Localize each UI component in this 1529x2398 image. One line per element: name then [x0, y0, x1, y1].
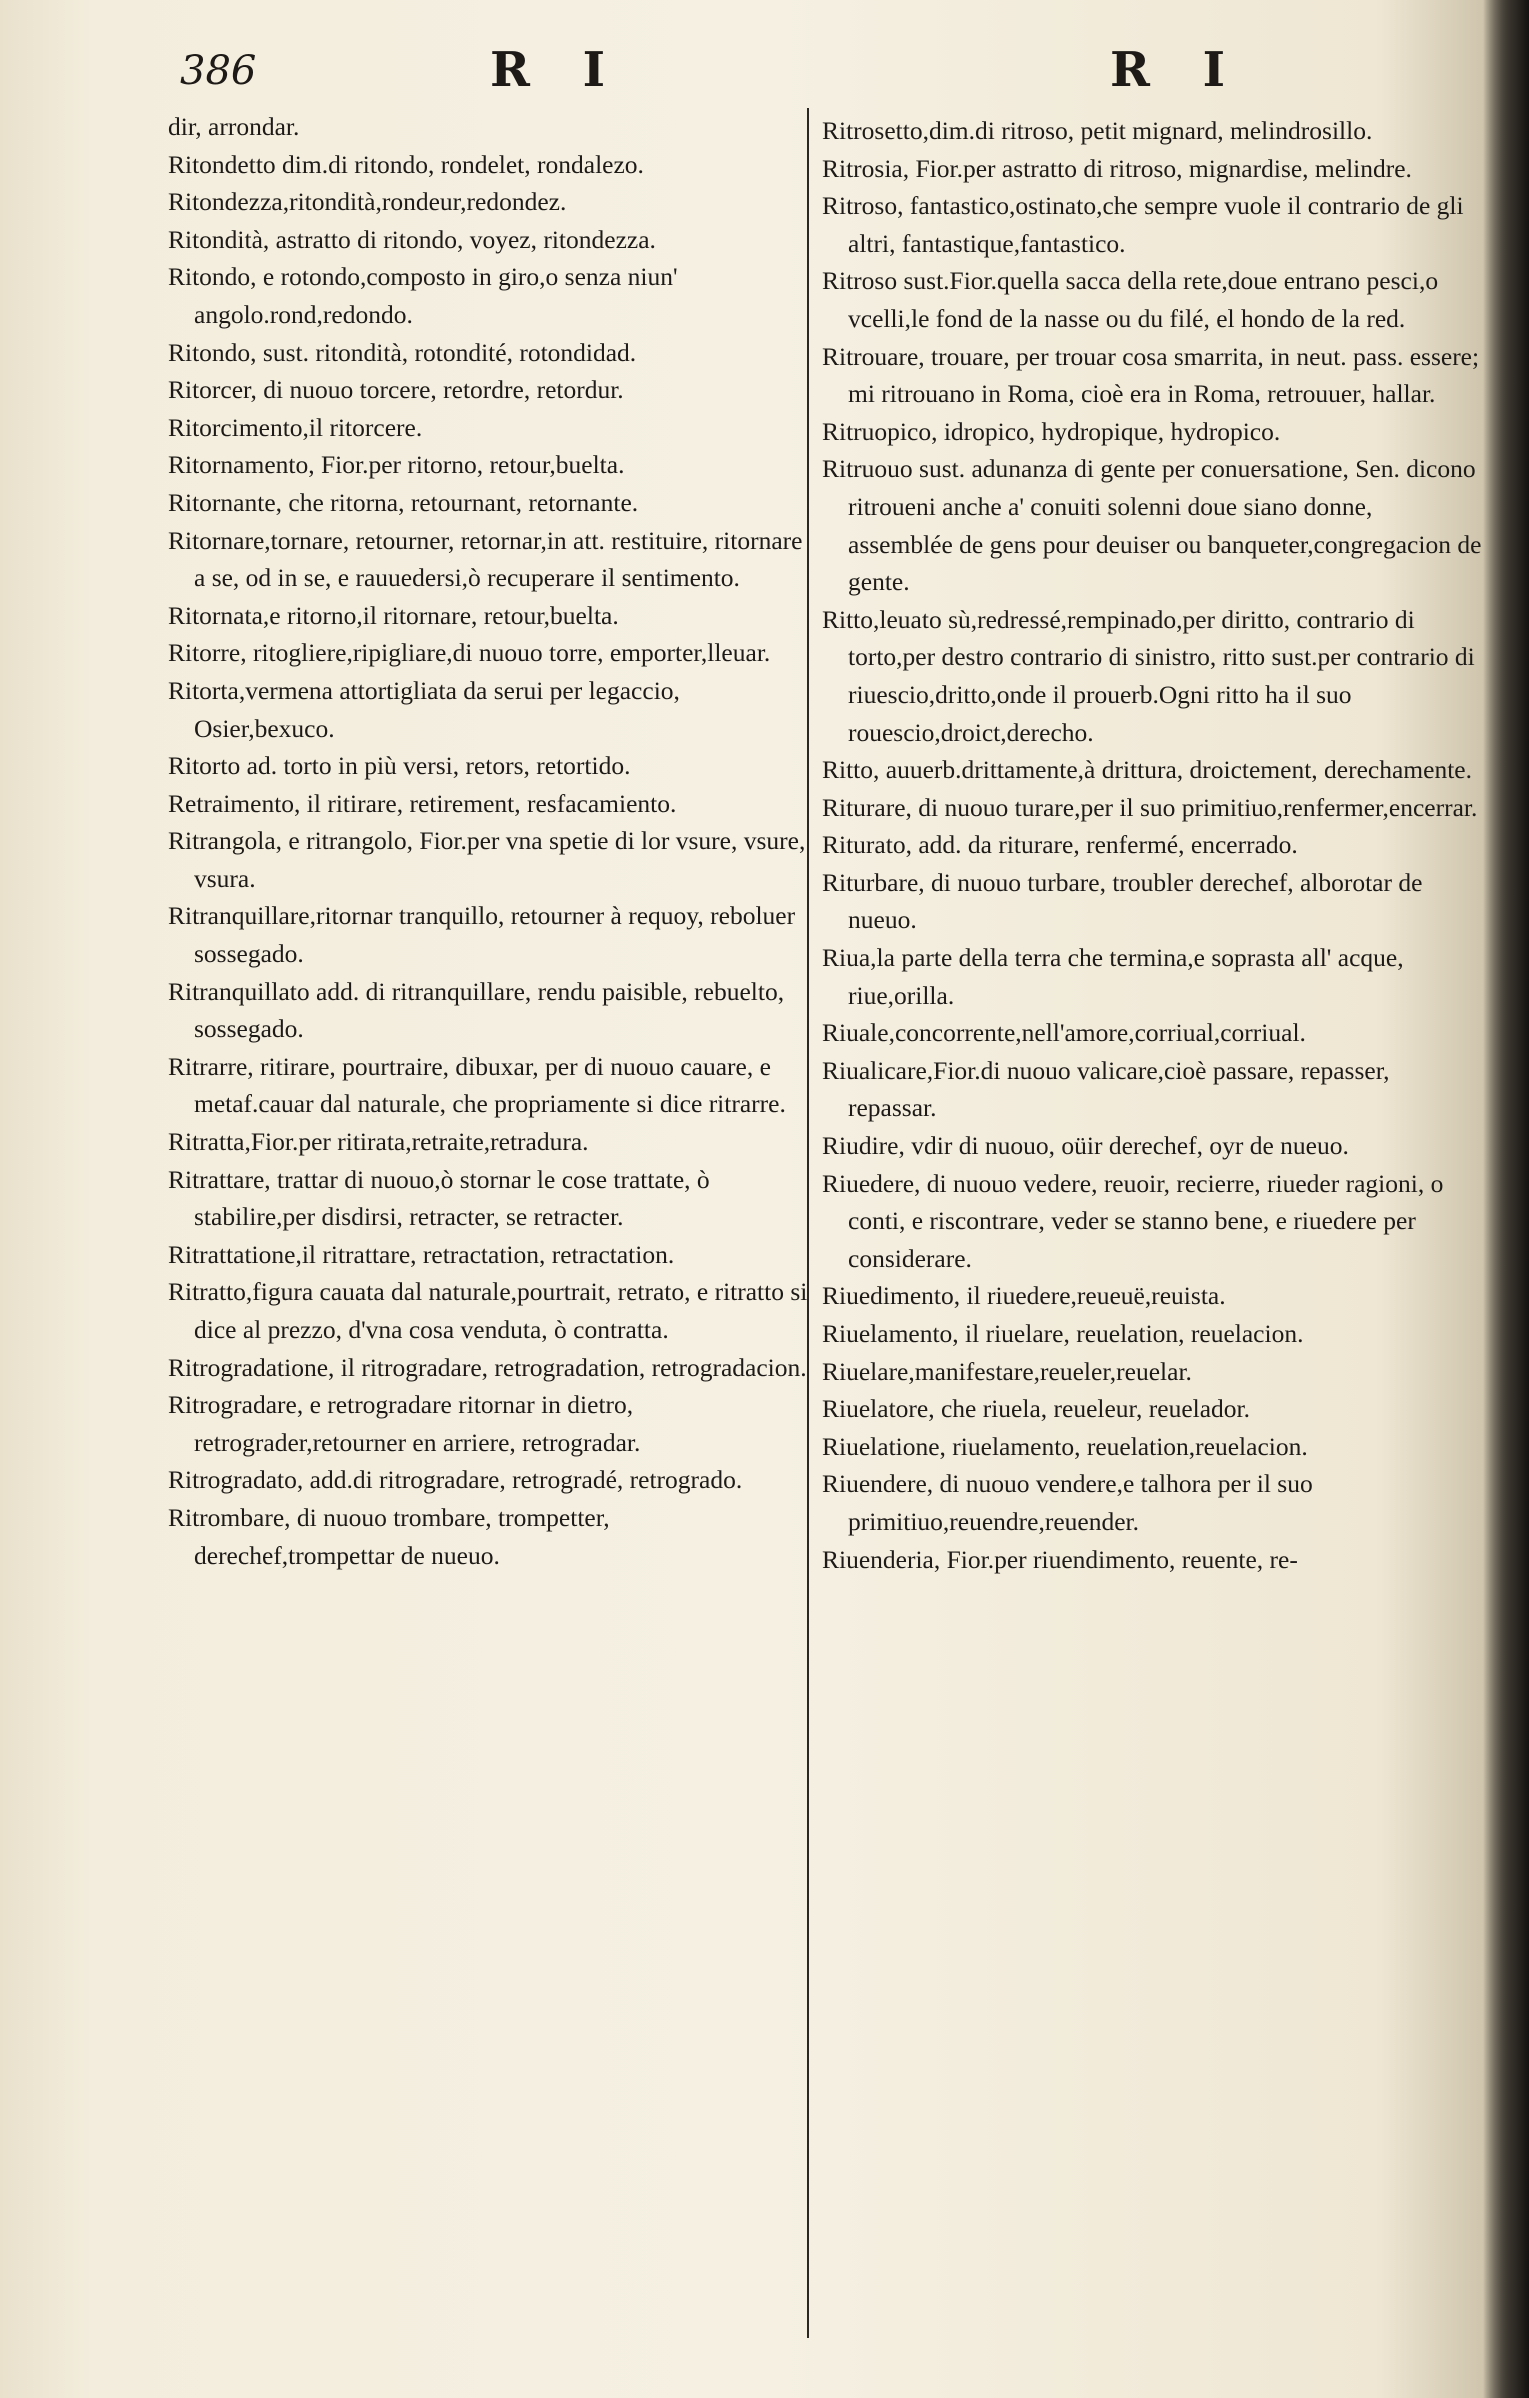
dictionary-entry: Ritrosetto,dim.di ritroso, petit mignard, melindrosillo. [822, 116, 1373, 145]
dictionary-entry: Ritorcimento,il ritorcere. [168, 412, 423, 442]
dictionary-entry: Ritondità, astratto di ritondo, voyez, ritondezza. [168, 224, 656, 254]
dictionary-entry: Ritondetto dim.di ritondo, rondelet, rondalezo. [168, 149, 644, 179]
dictionary-entry: Ritorre, ritogliere,ripigliare,di nuouo torre, emporter,lleuar. [168, 638, 771, 668]
dictionary-entry: Ritondo, e rotondo,composto in giro,o senza niun' angolo.rond,redondo. [168, 262, 678, 329]
dictionary-entry: Ritornata,e ritorno,il ritornare, retour,buelta. [168, 600, 619, 630]
dictionary-entry: Ritto,leuato sù,redressé,rempinado,per diritto, contrario di torto,per destro contrario di sinistro, ritto sust.per contrario di riuescio,dritto,onde il prouerb.Ogni ritto ha il suo rouescio,droict,derecho. [822, 604, 1475, 747]
dictionary-entry: Ritruouo sust. adunanza di gente per conuersatione, Sen. dicono ritroueni anche a' conuiti solenni doue siano donne, assemblée de gens pour deuiser ou banqueter,congregacion de gente. [822, 454, 1482, 597]
dictionary-entry: Ritruopico, idropico, hydropique, hydropico. [822, 416, 1281, 446]
dictionary-entry: Ritrattatione,il ritrattare, retractation, retractation. [168, 1239, 675, 1269]
left-column [168, 108, 808, 1574]
dictionary-entry: Ritrombare, di nuouo trombare, trompetter, derechef,trompettar de nueuo. [168, 1502, 610, 1570]
dictionary-entry: Ritrattare, trattar di nuouo,ò stornar le cose trattate, ò stabilire,per disdirsi, retracter, se retracter. [168, 1164, 710, 1232]
dictionary-entry: Riuenderia, Fior.per riuendimento, reuente, re- [822, 1544, 1298, 1574]
dictionary-entry: Ritorta,vermena attortigliata da serui per legaccio, Osier,bexuco. [168, 675, 680, 743]
dictionary-entry: Riturato, add. da riturare, renfermé, encerrado. [822, 830, 1298, 860]
dictionary-entry: Riua,la parte della terra che termina,e soprasta all' acque, riue,orilla. [822, 943, 1404, 1010]
dictionary-entry: Riualicare,Fior.di nuouo valicare,cioè passare, repasser, repassar. [822, 1055, 1390, 1123]
dictionary-entry: Ritorto ad. torto in più versi, retors, retortido. [168, 751, 631, 781]
dictionary-entry: Ritratto,figura cauata dal naturale,pourtrait, retrato, e ritratto si dice al prezzo, d'vna cosa venduta, ò contratta. [168, 1277, 808, 1344]
dictionary-entry: Retraimento, il ritirare, retirement, resfacamiento. [168, 788, 677, 818]
dictionary-entry: Ritrosia, Fior.per astratto di ritroso, mignardise, melindre. [822, 153, 1412, 183]
dictionary-entry: Ritto, auuerb.drittamente,à drittura, droictement, derechamente. [822, 755, 1472, 785]
page-number: 386 [180, 48, 257, 94]
dictionary-entry: Ritornamento, Fior.per ritorno, retour,buelta. [168, 450, 625, 480]
dictionary-entry: Riuelare,manifestare,reueler,reuelar. [822, 1356, 1192, 1386]
dictionary-entry: Ritrogradare, e retrogradare ritornar in dietro, retrograder,retourner en arriere, retrogradar. [168, 1390, 641, 1457]
dictionary-entry: dir, arrondar. [168, 112, 300, 141]
dictionary-entry: Ritrangola, e ritrangolo, Fior.per vna spetie di lor vsure, vsure, vsura. [168, 826, 806, 893]
dictionary-entry: Riudire, vdir di nuouo, oüir derechef, oyr de nueuo. [822, 1131, 1349, 1161]
running-head-left: R I [490, 42, 624, 98]
dictionary-entry: Riuelatore, che riuela, reueleur, reuelador. [822, 1394, 1251, 1424]
right-column [822, 112, 1482, 1578]
dictionary-entry: Ritornante, che ritorna, retournant, retornante. [168, 487, 639, 517]
dictionary-entry: Ritranquillato add. di ritranquillare, rendu paisible, rebuelto, sossegado. [168, 976, 785, 1044]
running-head-right: R I [1110, 42, 1244, 98]
page-header [170, 38, 1460, 108]
dictionary-entry: Ritratta,Fior.per ritirata,retraite,retradura. [168, 1127, 589, 1157]
dictionary-entry: Riuendere, di nuouo vendere,e talhora per il suo primitiuo,reuendre,reuender. [822, 1469, 1313, 1536]
dictionary-entry: Ritranquillare,ritornar tranquillo, retourner à requoy, reboluer sossegado. [168, 901, 796, 969]
dictionary-entry: Ritornare,tornare, retourner, retornar,in att. restituire, ritornare a se, od in se, e rauuedersi,ò recuperare il sentimento. [168, 525, 803, 593]
dictionary-entry: Riuelamento, il riuelare, reuelation, reuelacion. [822, 1319, 1304, 1348]
dictionary-entry: Riturbare, di nuouo turbare, troubler derechef, alborotar de nueuo. [822, 867, 1423, 935]
dictionary-entry: Ritrogradatione, il ritrogradare, retrogradation, retrogradacion. [168, 1352, 807, 1382]
dictionary-entry: Riuale,concorrente,nell'amore,corriual,corriual. [822, 1018, 1306, 1048]
dictionary-entry: Ritorcer, di nuouo torcere, retordre, retordur. [168, 375, 624, 405]
dictionary-entry: Ritondezza,ritondità,rondeur,redondez. [168, 187, 567, 217]
dictionary-entry: Ritroso sust.Fior.quella sacca della rete,doue entrano pesci,o vcelli,le fond de la nasse ou du filé, el hondo de la red. [822, 266, 1439, 333]
dictionary-entry: Ritrouare, trouare, per trouar cosa smarrita, in neut. pass. essere; mi ritrouano in Roma, cioè era in Roma, retrouuer, hallar. [822, 341, 1480, 409]
dictionary-entry: Riturare, di nuouo turare,per il suo primitiuo,renfermer,encerrar. [822, 792, 1478, 822]
dictionary-entry: Ritondo, sust. ritondità, rotondité, rotondidad. [168, 337, 637, 367]
dictionary-entry: Ritrarre, ritirare, pourtraire, dibuxar, per di nuouo cauare, e metaf.cauar dal naturale, che propriamente si dice ritrarre. [168, 1051, 786, 1119]
dictionary-entry: Ritroso, fantastico,ostinato,che sempre vuole il contrario de gli altri, fantastique,fantastico. [822, 191, 1464, 258]
dictionary-entry: Riuedere, di nuouo vedere, reuoir, recierre, riueder ragioni, o conti, e riscontrare, veder se stanno bene, e riuedere per considerare. [822, 1168, 1444, 1273]
book-gutter-shadow [1483, 0, 1529, 2398]
dictionary-entry: Riuedimento, il riuedere,reueuë,reuista. [822, 1281, 1226, 1311]
dictionary-entry: Riuelatione, riuelamento, reuelation,reuelacion. [822, 1431, 1308, 1461]
dictionary-entry: Ritrogradato, add.di ritrogradare, retrogradé, retrogrado. [168, 1465, 743, 1495]
